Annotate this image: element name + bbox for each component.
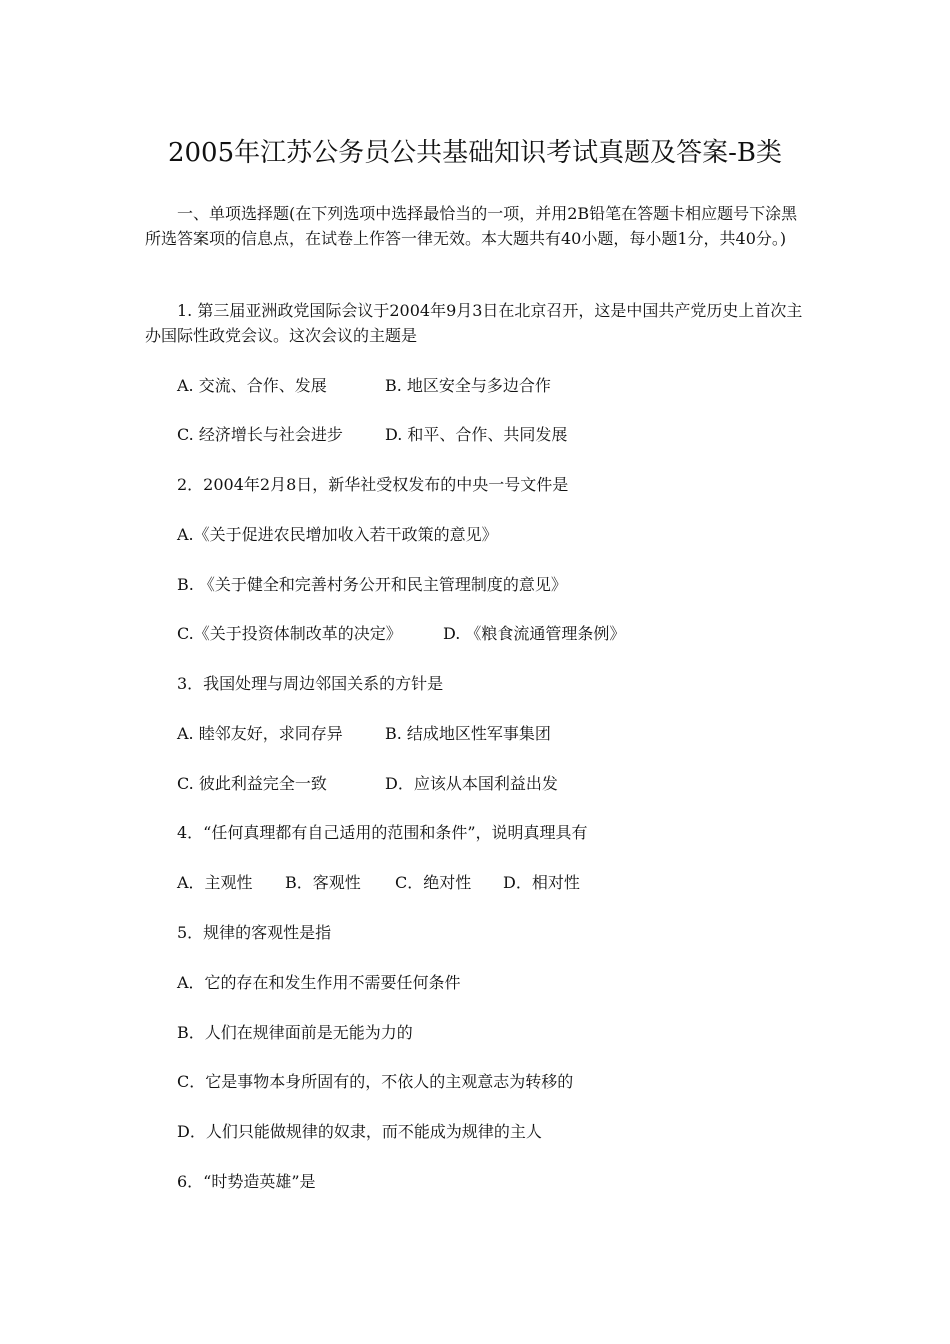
question-5-option-d: D．人们只能做规律的奴隶，而不能成为规律的主人 (177, 1122, 542, 1141)
question-3-option-c: C. 彼此利益完全一致 (177, 774, 327, 793)
question-1-option-d: D. 和平、合作、共同发展 (385, 425, 568, 444)
question-1-stem: 1. 第三届亚洲政党国际会议于2004年9月3日在北京召开，这是中国共产党历史上首次主办国际性政党会议。这次会议的主题是 (145, 301, 803, 345)
question-4-option-b: B．客观性 (285, 873, 361, 892)
question-5-stem: 5．规律的客观性是指 (177, 923, 332, 942)
question-1-options-row-2 (177, 423, 568, 447)
question-5-option-c: C．它是事物本身所固有的，不依人的主观意志为转移的 (177, 1072, 574, 1091)
section-intro: 一、单项选择题(在下列选项中选择最恰当的一项，并用2B铅笔在答题卡相应题号下涂黑所选答案项的信息点，在试卷上作答一律无效。本大题共有40小题，每小题1分，共40分。) (145, 204, 798, 248)
question-4-option-d: D．相对性 (503, 873, 580, 892)
question-3-option-a: A. 睦邻友好，求同存异 (177, 724, 343, 743)
question-3-options-row-2 (177, 772, 558, 796)
question-6-stem: 6．“时势造英雄”是 (177, 1172, 316, 1191)
question-5-option-a: A．它的存在和发生作用不需要任何条件 (177, 973, 461, 992)
question-4-option-c: C．绝对性 (395, 873, 472, 892)
question-2-option-b: B. 《关于健全和完善村务公开和民主管理制度的意见》 (177, 575, 567, 594)
question-2-option-d: D. 《粮食流通管理条例》 (443, 624, 626, 643)
question-2-stem: 2．2004年2月8日，新华社受权发布的中央一号文件是 (177, 475, 569, 494)
question-2-option-a: A.《关于促进农民增加收入若干政策的意见》 (177, 525, 498, 544)
question-2-options-row-3 (177, 622, 626, 646)
question-4-options-row (177, 871, 580, 895)
question-3-option-d: D．应该从本国利益出发 (385, 774, 558, 793)
question-1-option-c: C. 经济增长与社会进步 (177, 425, 343, 444)
question-1-options-row-1 (177, 374, 551, 398)
question-4-stem: 4．“任何真理都有自己适用的范围和条件”，说明真理具有 (177, 823, 588, 842)
question-3-stem: 3．我国处理与周边邻国关系的方针是 (177, 674, 444, 693)
document-title: 2005年江苏公务员公共基础知识考试真题及答案-B类 (167, 138, 783, 168)
question-2-option-c: C.《关于投资体制改革的决定》 (177, 624, 402, 643)
question-3-option-b: B. 结成地区性军事集团 (385, 724, 551, 743)
question-5-option-b: B．人们在规律面前是无能为力的 (177, 1023, 413, 1042)
question-1-option-a: A. 交流、合作、发展 (177, 376, 327, 395)
question-4-option-a: A．主观性 (177, 873, 253, 892)
question-1-option-b: B. 地区安全与多边合作 (385, 376, 551, 395)
question-3-options-row-1 (177, 722, 551, 746)
